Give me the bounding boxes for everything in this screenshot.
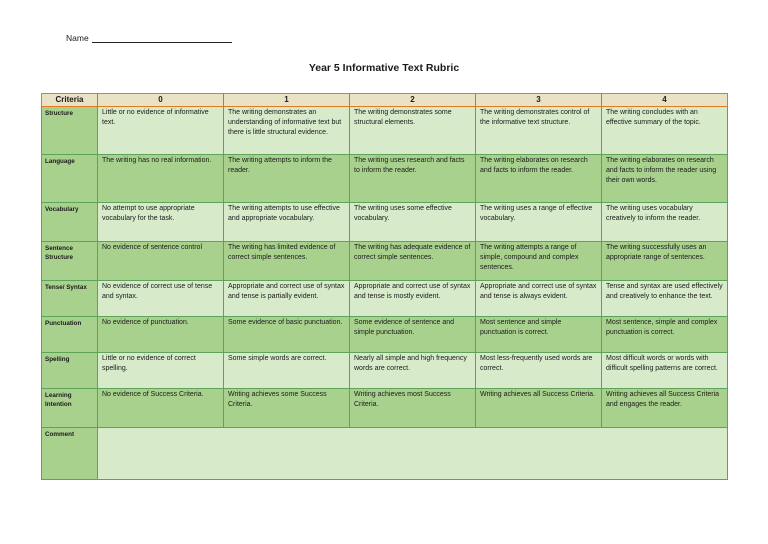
rubric-cell: Most sentence and simple punctuation is correct. <box>476 317 602 353</box>
rubric-cell: The writing uses research and facts to inform the reader. <box>350 155 476 203</box>
header-row <box>42 94 728 107</box>
rubric-cell: No attempt to use appropriate vocabulary for the task. <box>98 203 224 242</box>
rubric-cell: Little or no evidence of correct spelling. <box>98 353 224 389</box>
criteria-label: Structure <box>42 107 98 155</box>
criteria-label: Tense/ Syntax <box>42 281 98 317</box>
criteria-label: Sentence Structure <box>42 242 98 281</box>
rubric-cell: Appropriate and correct use of syntax and tense is mostly evident. <box>350 281 476 317</box>
rubric-cell: The writing successfully uses an appropriate range of sentences. <box>602 242 728 281</box>
rubric-cell: Nearly all simple and high frequency words are correct. <box>350 353 476 389</box>
table-row <box>42 107 728 155</box>
comment-row <box>42 428 728 480</box>
rubric-cell: Writing achieves most Success Criteria. <box>350 389 476 428</box>
header-level-0: 0 <box>98 94 224 107</box>
name-label: Name <box>66 33 89 43</box>
table-row <box>42 203 728 242</box>
rubric-cell: No evidence of correct use of tense and syntax. <box>98 281 224 317</box>
rubric-cell: Appropriate and correct use of syntax and tense is partially evident. <box>224 281 350 317</box>
criteria-label: Punctuation <box>42 317 98 353</box>
header-level-4: 4 <box>602 94 728 107</box>
rubric-cell: Some simple words are correct. <box>224 353 350 389</box>
rubric-cell: The writing has adequate evidence of correct simple sentences. <box>350 242 476 281</box>
name-field[interactable] <box>66 33 232 43</box>
rubric-cell: The writing has limited evidence of correct simple sentences. <box>224 242 350 281</box>
table-row <box>42 242 728 281</box>
rubric-cell: The writing elaborates on research and facts to inform the reader. <box>476 155 602 203</box>
table-row <box>42 317 728 353</box>
criteria-label: Language <box>42 155 98 203</box>
rubric-cell: The writing has no real information. <box>98 155 224 203</box>
table-row <box>42 155 728 203</box>
rubric-cell: Most sentence, simple and complex punctuation is correct. <box>602 317 728 353</box>
header-criteria: Criteria <box>42 94 98 107</box>
rubric-cell: The writing demonstrates an understanding of informative text but there is little structural evidence. <box>224 107 350 155</box>
comment-label: Comment <box>42 428 98 480</box>
rubric-cell: The writing uses a range of effective vocabulary. <box>476 203 602 242</box>
rubric-cell: Writing achieves some Success Criteria. <box>224 389 350 428</box>
rubric-cell: Little or no evidence of informative text. <box>98 107 224 155</box>
rubric-cell: The writing elaborates on research and facts to inform the reader using their own words. <box>602 155 728 203</box>
name-blank-line[interactable] <box>92 33 232 43</box>
rubric-cell: Most difficult words or words with difficult spelling patterns are correct. <box>602 353 728 389</box>
table-row <box>42 389 728 428</box>
header-level-2: 2 <box>350 94 476 107</box>
page-title: Year 5 Informative Text Rubric <box>308 62 460 74</box>
rubric-cell: No evidence of sentence control <box>98 242 224 281</box>
rubric-cell: Writing achieves all Success Criteria. <box>476 389 602 428</box>
table-row <box>42 281 728 317</box>
rubric-cell: The writing demonstrates control of the informative text structure. <box>476 107 602 155</box>
rubric-table <box>41 93 728 480</box>
rubric-cell: Appropriate and correct use of syntax and tense is always evident. <box>476 281 602 317</box>
rubric-cell: Some evidence of sentence and simple punctuation. <box>350 317 476 353</box>
rubric-cell: The writing attempts a range of simple, compound and complex sentences. <box>476 242 602 281</box>
header-level-1: 1 <box>224 94 350 107</box>
rubric-cell: Some evidence of basic punctuation. <box>224 317 350 353</box>
table-row <box>42 353 728 389</box>
rubric-cell: No evidence of punctuation. <box>98 317 224 353</box>
rubric-cell: Writing achieves all Success Criteria and engages the reader. <box>602 389 728 428</box>
rubric-cell: The writing concludes with an effective summary of the topic. <box>602 107 728 155</box>
rubric-cell: Tense and syntax are used effectively and creatively to enhance the text. <box>602 281 728 317</box>
rubric-cell: The writing attempts to inform the reader. <box>224 155 350 203</box>
rubric-cell: The writing uses some effective vocabulary. <box>350 203 476 242</box>
header-level-3: 3 <box>476 94 602 107</box>
criteria-label: Vocabulary <box>42 203 98 242</box>
rubric-cell: The writing uses vocabulary creatively to inform the reader. <box>602 203 728 242</box>
criteria-label: Learning Intention <box>42 389 98 428</box>
criteria-label: Spelling <box>42 353 98 389</box>
rubric-cell: No evidence of Success Criteria. <box>98 389 224 428</box>
rubric-cell: The writing attempts to use effective and appropriate vocabulary. <box>224 203 350 242</box>
comment-field[interactable] <box>98 428 728 480</box>
rubric-cell: Most less-frequently used words are correct. <box>476 353 602 389</box>
rubric-cell: The writing demonstrates some structural elements. <box>350 107 476 155</box>
